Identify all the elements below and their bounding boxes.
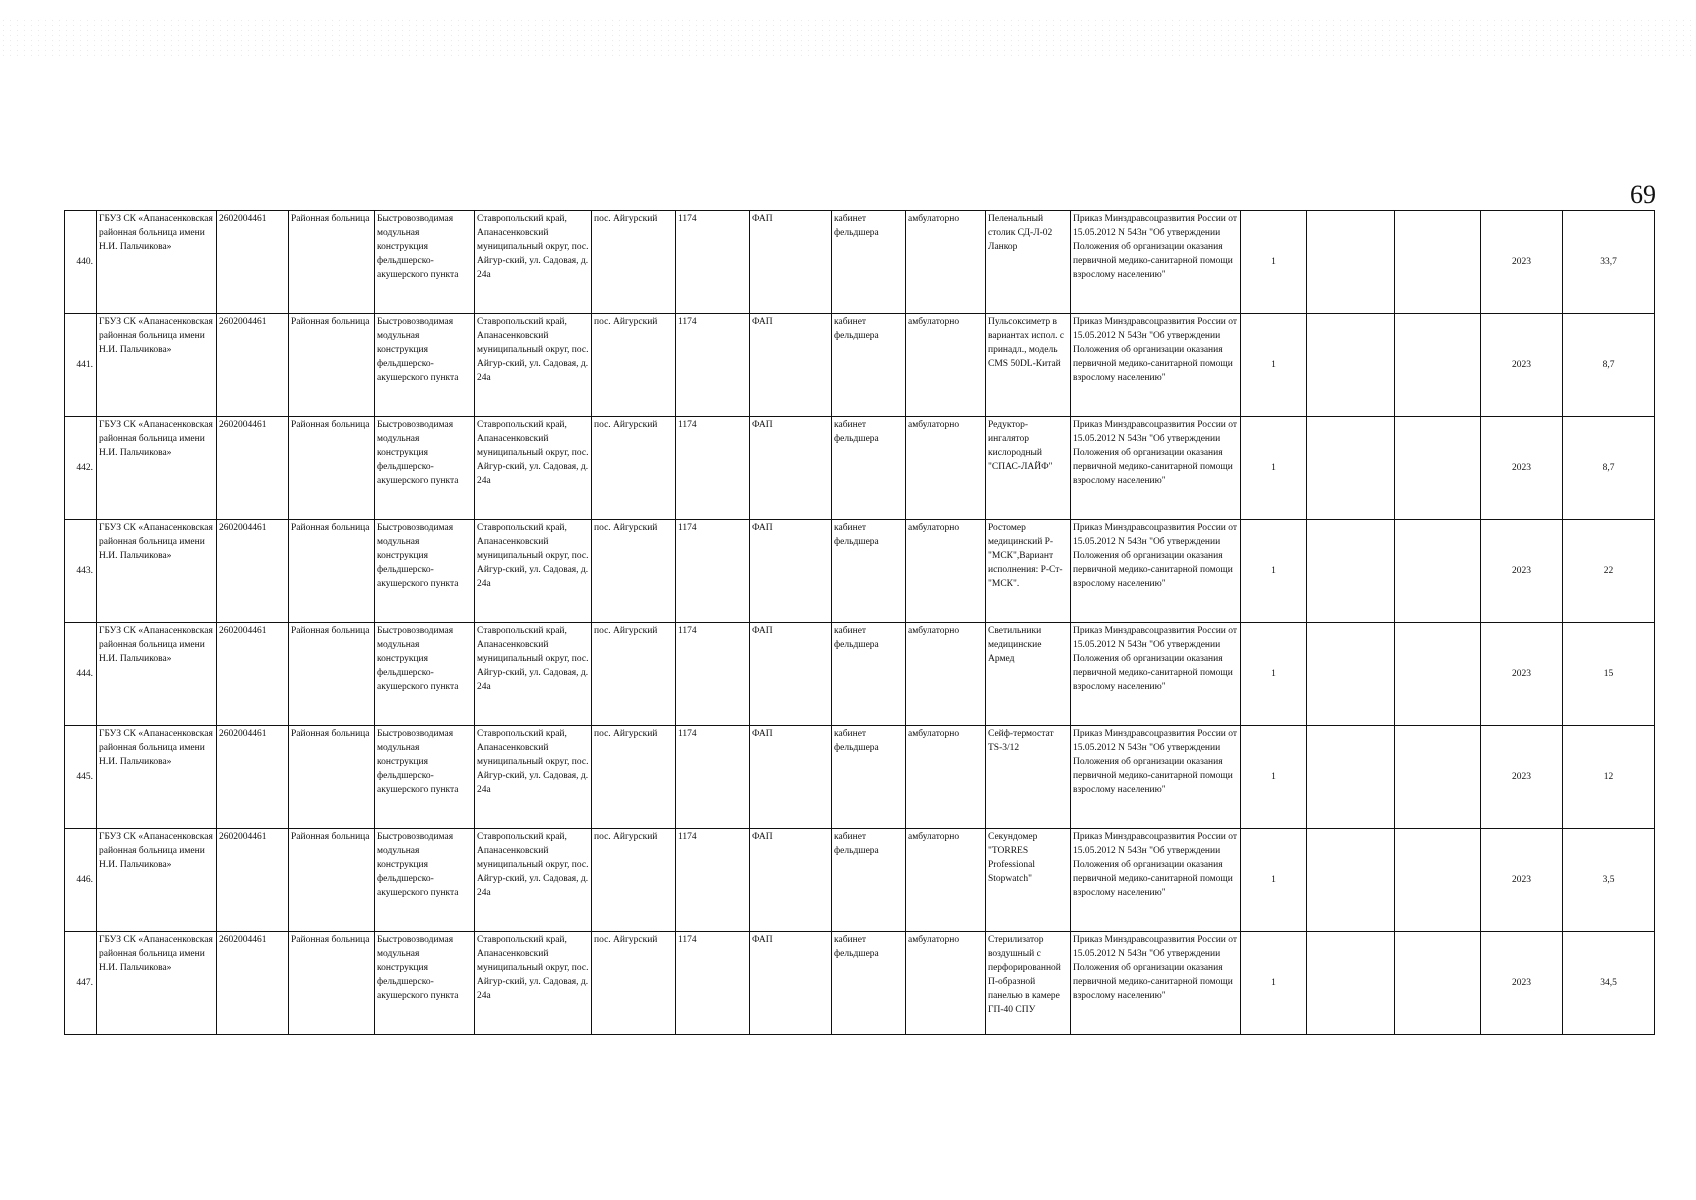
row-number-cell: 447.: [65, 932, 97, 1035]
population-cell: 1174: [676, 314, 750, 417]
table-body: [65, 211, 1655, 1035]
address-cell: Ставропольский край, Апанасенковский муниципальный округ, пос. Айгур-ский, ул. Садовая, д. 24а: [475, 623, 592, 726]
inn-cell: 2602004461: [217, 314, 289, 417]
care-form-cell: амбулаторно: [906, 932, 986, 1035]
cost-cell: 22: [1563, 520, 1655, 623]
building-cell: Быстровозводимая модульная конструкция фельдшерско-акушерского пункта: [375, 932, 475, 1035]
year-cell: 2023: [1481, 520, 1563, 623]
row-number-cell: 443.: [65, 520, 97, 623]
population-cell: 1174: [676, 932, 750, 1035]
empty-cell: [1395, 314, 1481, 417]
empty-cell: [1307, 417, 1395, 520]
order-cell: Приказ Минздравсоцразвития России от 15.05.2012 N 543н "Об утверждении Положения об организации оказания первичной медико-санитарной помощи взрослому населению": [1071, 932, 1241, 1035]
room-cell: кабинет фельдшера: [832, 829, 906, 932]
unit-cell: ФАП: [750, 623, 832, 726]
building-cell: Быстровозводимая модульная конструкция фельдшерско-акушерского пункта: [375, 417, 475, 520]
unit-cell: ФАП: [750, 417, 832, 520]
care-form-cell: амбулаторно: [906, 520, 986, 623]
address-cell: Ставропольский край, Апанасенковский муниципальный округ, пос. Айгур-ский, ул. Садовая, д. 24а: [475, 520, 592, 623]
inn-cell: 2602004461: [217, 623, 289, 726]
page-number: 69: [1630, 180, 1656, 209]
table-row: [65, 932, 1655, 1035]
year-cell: 2023: [1481, 932, 1563, 1035]
table-row: [65, 623, 1655, 726]
equipment-cell: Пульсоксиметр в вариантах испол. с принадл., модель CMS 50DL-Китай: [986, 314, 1071, 417]
facility-type-cell: Районная больница: [289, 211, 375, 314]
population-cell: 1174: [676, 726, 750, 829]
quantity-cell: 1: [1241, 932, 1307, 1035]
year-cell: 2023: [1481, 726, 1563, 829]
building-cell: Быстровозводимая модульная конструкция фельдшерско-акушерского пункта: [375, 623, 475, 726]
room-cell: кабинет фельдшера: [832, 726, 906, 829]
order-cell: Приказ Минздравсоцразвития России от 15.05.2012 N 543н "Об утверждении Положения об организации оказания первичной медико-санитарной помощи взрослому населению": [1071, 623, 1241, 726]
population-cell: 1174: [676, 417, 750, 520]
address-cell: Ставропольский край, Апанасенковский муниципальный округ, пос. Айгур-ский, ул. Садовая, д. 24а: [475, 726, 592, 829]
unit-cell: ФАП: [750, 314, 832, 417]
facility-type-cell: Районная больница: [289, 520, 375, 623]
year-cell: 2023: [1481, 314, 1563, 417]
building-cell: Быстровозводимая модульная конструкция фельдшерско-акушерского пункта: [375, 314, 475, 417]
inn-cell: 2602004461: [217, 520, 289, 623]
empty-cell: [1307, 314, 1395, 417]
organization-cell: ГБУЗ СК «Апанасенковская районная больница имени Н.И. Пальчикова»: [97, 726, 217, 829]
cost-cell: 34,5: [1563, 932, 1655, 1035]
address-cell: Ставропольский край, Апанасенковский муниципальный округ, пос. Айгур-ский, ул. Садовая, д. 24а: [475, 932, 592, 1035]
inn-cell: 2602004461: [217, 211, 289, 314]
address-cell: Ставропольский край, Апанасенковский муниципальный округ, пос. Айгур-ский, ул. Садовая, д. 24а: [475, 829, 592, 932]
organization-cell: ГБУЗ СК «Апанасенковская районная больница имени Н.И. Пальчикова»: [97, 417, 217, 520]
unit-cell: ФАП: [750, 932, 832, 1035]
care-form-cell: амбулаторно: [906, 623, 986, 726]
population-cell: 1174: [676, 520, 750, 623]
room-cell: кабинет фельдшера: [832, 932, 906, 1035]
building-cell: Быстровозводимая модульная конструкция фельдшерско-акушерского пункта: [375, 829, 475, 932]
table-row: [65, 417, 1655, 520]
care-form-cell: амбулаторно: [906, 211, 986, 314]
quantity-cell: 1: [1241, 829, 1307, 932]
quantity-cell: 1: [1241, 417, 1307, 520]
empty-cell: [1307, 829, 1395, 932]
organization-cell: ГБУЗ СК «Апанасенковская районная больница имени Н.И. Пальчикова»: [97, 932, 217, 1035]
equipment-cell: Редуктор-ингалятор кислородный "СПАС-ЛАЙФ": [986, 417, 1071, 520]
settlement-cell: пос. Айгурский: [592, 829, 676, 932]
cost-cell: 33,7: [1563, 211, 1655, 314]
unit-cell: ФАП: [750, 211, 832, 314]
settlement-cell: пос. Айгурский: [592, 623, 676, 726]
empty-cell: [1307, 520, 1395, 623]
inn-cell: 2602004461: [217, 726, 289, 829]
empty-cell: [1307, 932, 1395, 1035]
facility-type-cell: Районная больница: [289, 314, 375, 417]
cost-cell: 8,7: [1563, 314, 1655, 417]
empty-cell: [1395, 932, 1481, 1035]
empty-cell: [1307, 726, 1395, 829]
room-cell: кабинет фельдшера: [832, 520, 906, 623]
equipment-registry-table: [64, 210, 1655, 1035]
row-number-cell: 446.: [65, 829, 97, 932]
address-cell: Ставропольский край, Апанасенковский муниципальный округ, пос. Айгур-ский, ул. Садовая, д. 24а: [475, 417, 592, 520]
year-cell: 2023: [1481, 829, 1563, 932]
empty-cell: [1395, 417, 1481, 520]
table-row: [65, 520, 1655, 623]
row-number-cell: 442.: [65, 417, 97, 520]
quantity-cell: 1: [1241, 520, 1307, 623]
care-form-cell: амбулаторно: [906, 314, 986, 417]
table-row: [65, 829, 1655, 932]
facility-type-cell: Районная больница: [289, 932, 375, 1035]
table-row: [65, 211, 1655, 314]
equipment-cell: Стерилизатор воздушный с перфорированной П-образной панелью в камере ГП-40 СПУ: [986, 932, 1071, 1035]
address-cell: Ставропольский край, Апанасенковский муниципальный округ, пос. Айгур-ский, ул. Садовая, д. 24а: [475, 314, 592, 417]
inn-cell: 2602004461: [217, 417, 289, 520]
care-form-cell: амбулаторно: [906, 726, 986, 829]
empty-cell: [1395, 520, 1481, 623]
row-number-cell: 444.: [65, 623, 97, 726]
row-number-cell: 440.: [65, 211, 97, 314]
facility-type-cell: Районная больница: [289, 829, 375, 932]
unit-cell: ФАП: [750, 829, 832, 932]
row-number-cell: 441.: [65, 314, 97, 417]
inn-cell: 2602004461: [217, 932, 289, 1035]
empty-cell: [1395, 623, 1481, 726]
unit-cell: ФАП: [750, 520, 832, 623]
cost-cell: 3,5: [1563, 829, 1655, 932]
order-cell: Приказ Минздравсоцразвития России от 15.05.2012 N 543н "Об утверждении Положения об организации оказания первичной медико-санитарной помощи взрослому населению": [1071, 829, 1241, 932]
order-cell: Приказ Минздравсоцразвития России от 15.05.2012 N 543н "Об утверждении Положения об организации оказания первичной медико-санитарной помощи взрослому населению": [1071, 211, 1241, 314]
year-cell: 2023: [1481, 211, 1563, 314]
organization-cell: ГБУЗ СК «Апанасенковская районная больница имени Н.И. Пальчикова»: [97, 314, 217, 417]
empty-cell: [1307, 623, 1395, 726]
order-cell: Приказ Минздравсоцразвития России от 15.05.2012 N 543н "Об утверждении Положения об организации оказания первичной медико-санитарной помощи взрослому населению": [1071, 726, 1241, 829]
empty-cell: [1395, 829, 1481, 932]
organization-cell: ГБУЗ СК «Апанасенковская районная больница имени Н.И. Пальчикова»: [97, 211, 217, 314]
quantity-cell: 1: [1241, 314, 1307, 417]
equipment-cell: Сейф-термостат TS-3/12: [986, 726, 1071, 829]
facility-type-cell: Районная больница: [289, 623, 375, 726]
settlement-cell: пос. Айгурский: [592, 932, 676, 1035]
equipment-cell: Секундомер "TORRES Professional Stopwatch": [986, 829, 1071, 932]
settlement-cell: пос. Айгурский: [592, 417, 676, 520]
care-form-cell: амбулаторно: [906, 829, 986, 932]
room-cell: кабинет фельдшера: [832, 623, 906, 726]
year-cell: 2023: [1481, 623, 1563, 726]
organization-cell: ГБУЗ СК «Апанасенковская районная больница имени Н.И. Пальчикова»: [97, 829, 217, 932]
building-cell: Быстровозводимая модульная конструкция фельдшерско-акушерского пункта: [375, 211, 475, 314]
year-cell: 2023: [1481, 417, 1563, 520]
care-form-cell: амбулаторно: [906, 417, 986, 520]
order-cell: Приказ Минздравсоцразвития России от 15.05.2012 N 543н "Об утверждении Положения об организации оказания первичной медико-санитарной помощи взрослому населению": [1071, 417, 1241, 520]
settlement-cell: пос. Айгурский: [592, 314, 676, 417]
equipment-cell: Пеленальный столик СД-Л-02 Ланкор: [986, 211, 1071, 314]
address-cell: Ставропольский край, Апанасенковский муниципальный округ, пос. Айгур-ский, ул. Садовая, д. 24а: [475, 211, 592, 314]
empty-cell: [1395, 726, 1481, 829]
organization-cell: ГБУЗ СК «Апанасенковская районная больница имени Н.И. Пальчикова»: [97, 623, 217, 726]
empty-cell: [1395, 211, 1481, 314]
order-cell: Приказ Минздравсоцразвития России от 15.05.2012 N 543н "Об утверждении Положения об организации оказания первичной медико-санитарной помощи взрослому населению": [1071, 520, 1241, 623]
room-cell: кабинет фельдшера: [832, 417, 906, 520]
building-cell: Быстровозводимая модульная конструкция фельдшерско-акушерского пункта: [375, 726, 475, 829]
quantity-cell: 1: [1241, 623, 1307, 726]
population-cell: 1174: [676, 211, 750, 314]
table-row: [65, 726, 1655, 829]
quantity-cell: 1: [1241, 211, 1307, 314]
room-cell: кабинет фельдшера: [832, 211, 906, 314]
quantity-cell: 1: [1241, 726, 1307, 829]
facility-type-cell: Районная больница: [289, 726, 375, 829]
settlement-cell: пос. Айгурский: [592, 726, 676, 829]
row-number-cell: 445.: [65, 726, 97, 829]
room-cell: кабинет фельдшера: [832, 314, 906, 417]
equipment-cell: Ростомер медицинский Р-"МСК",Вариант исполнения: Р-Ст-"МСК".: [986, 520, 1071, 623]
unit-cell: ФАП: [750, 726, 832, 829]
building-cell: Быстровозводимая модульная конструкция фельдшерско-акушерского пункта: [375, 520, 475, 623]
empty-cell: [1307, 211, 1395, 314]
order-cell: Приказ Минздравсоцразвития России от 15.05.2012 N 543н "Об утверждении Положения об организации оказания первичной медико-санитарной помощи взрослому населению": [1071, 314, 1241, 417]
facility-type-cell: Районная больница: [289, 417, 375, 520]
population-cell: 1174: [676, 829, 750, 932]
organization-cell: ГБУЗ СК «Апанасенковская районная больница имени Н.И. Пальчикова»: [97, 520, 217, 623]
equipment-cell: Светильники медицинские Армед: [986, 623, 1071, 726]
table-row: [65, 314, 1655, 417]
population-cell: 1174: [676, 623, 750, 726]
cost-cell: 12: [1563, 726, 1655, 829]
settlement-cell: пос. Айгурский: [592, 520, 676, 623]
settlement-cell: пос. Айгурский: [592, 211, 676, 314]
cost-cell: 8,7: [1563, 417, 1655, 520]
scan-noise-strip: [0, 18, 1696, 58]
cost-cell: 15: [1563, 623, 1655, 726]
inn-cell: 2602004461: [217, 829, 289, 932]
